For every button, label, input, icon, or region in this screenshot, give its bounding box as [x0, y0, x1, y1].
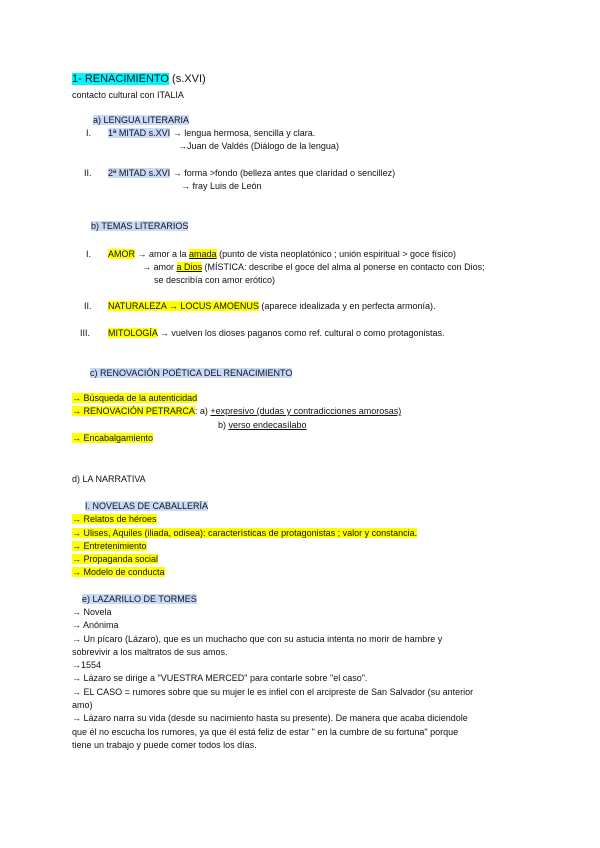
naturaleza-line: NATURALEZA → LOCUS AMOENUS (aparece idealizada y en perfecta armonía). [108, 301, 436, 311]
section-c-item-2: → RENOVACIÓN PETRARCA: a) +expresivo (dudas y contradicciones amorosas) [72, 406, 402, 416]
amor-line-2: → amor a Dios (MÍSTICA: describe el goce del alma al ponerse en contacto con Dios; [142, 262, 485, 272]
list-item: → Relatos de héroes [72, 514, 157, 524]
list-item: → Entretenimiento [72, 541, 147, 551]
text-line: sobrevivir a los maltratos de sus amos. [72, 647, 228, 657]
text-line: amo) [72, 700, 93, 710]
section-a-item-1-sub: →Juan de Valdés (Diálogo de la lengua) [178, 141, 339, 151]
section-c-item-1: → Búsqueda de la autenticidad [72, 393, 198, 403]
list-number: II. [84, 168, 92, 178]
list-item: → Modelo de conducta [72, 567, 165, 577]
list-number: II. [84, 301, 92, 311]
section-e-heading: e) LAZARILLO DE TORMES [82, 594, 197, 604]
amor-line-3: se describía con amor erótico) [154, 275, 276, 285]
text-line: tiene un trabajo y puede comer todos los días. [72, 740, 257, 750]
section-c-heading: c) RENOVACIÓN POÉTICA DEL RENACIMIENTO [90, 368, 293, 378]
intro-text: contacto cultural con ITALIA [72, 90, 184, 100]
section-a-item-1: 1ª MITAD s.XVI → lengua hermosa, sencilla y clara. [108, 128, 316, 138]
section-a-item-2-sub: → fray Luis de León [181, 181, 262, 191]
section-d-subheading: I. NOVELAS DE CABALLERÍA [85, 501, 209, 511]
mitologia-line: MITOLOGÍA → vuelven los dioses paganos como ref. cultural o como protagonistas. [108, 328, 445, 338]
text-line: →1554 [72, 660, 102, 670]
section-c-item-2b: b) verso endecasílabo [218, 420, 307, 430]
title-period: (s.XVI) [172, 73, 206, 85]
text-line: → Lázaro se dirige a "VUESTRA MERCED" para contarle sobre "el caso". [72, 673, 368, 683]
page-title [72, 73, 206, 85]
section-a-heading: a) LENGUA LITERARIA [93, 115, 190, 125]
section-c-item-3: → Encabalgamiento [72, 433, 154, 443]
section-d-heading: d) LA NARRATIVA [72, 474, 146, 484]
section-a-item-2: 2ª MITAD s.XVI → forma >fondo (belleza antes que claridad o sencillez) [108, 168, 396, 178]
list-number: I. [86, 249, 92, 259]
text-line: → Lázaro narra su vida (desde su nacimiento hasta su presente). De manera que acaba diciendole [72, 713, 468, 723]
text-line: → Novela [72, 607, 112, 617]
text-line: → Un pícaro (Lázaro), que es un muchacho que con su astucia intenta no morir de hambre y [72, 634, 443, 644]
section-b-heading: b) TEMAS LITERARIOS [91, 221, 189, 231]
list-item: → Propaganda social [72, 554, 159, 564]
amor-line-1: AMOR → amor a la amada (punto de vista neoplatónico ; unión espiritual > goce físico) [108, 249, 456, 259]
list-number: III. [80, 328, 91, 338]
text-line: → EL CASO = rumores sobre que su mujer le es infiel con el arcipreste de San Salvador (su anterior [72, 687, 474, 697]
text-line: → Anónima [72, 620, 119, 630]
list-number: I. [86, 128, 92, 138]
list-item: → Ulises, Aquiles (iliada, odisea): características de protagonistas ; valor y constancia. [72, 528, 418, 538]
text-line: que él no escucha los rumores, ya que él está feliz de estar " en la cumbre de su fortuna" porque [72, 727, 459, 737]
title-main: 1- RENACIMIENTO [72, 73, 169, 85]
